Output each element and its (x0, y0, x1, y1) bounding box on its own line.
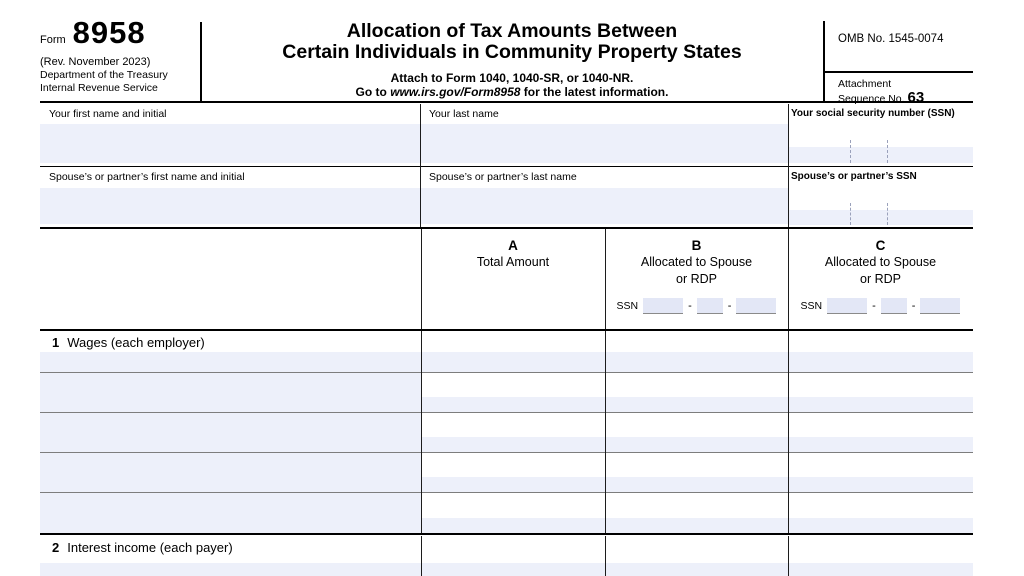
line-1-number: 1 (52, 335, 60, 350)
column-b-letter: B (691, 238, 702, 253)
line1-desc-input-1[interactable] (40, 373, 421, 412)
your-last-name-label: Your last name (429, 107, 499, 120)
column-c-title-line-2: or RDP (860, 272, 901, 286)
line1-a-input-4[interactable] (421, 518, 605, 533)
form-title-block (202, 21, 822, 100)
line1-c-input-3[interactable] (788, 477, 973, 492)
column-c-letter: C (875, 238, 886, 253)
column-c-ssn-part1-input[interactable] (827, 298, 867, 314)
line1-c-input-1[interactable] (788, 397, 973, 412)
column-divider (788, 229, 789, 329)
line-2-label: Interest income (each payer) (67, 539, 233, 555)
ssn-dash-separator (887, 140, 888, 163)
column-divider (421, 536, 422, 576)
line-2-interest-section (40, 536, 973, 576)
line1-c-input-4[interactable] (788, 518, 973, 533)
line1-b-input-3[interactable] (605, 477, 788, 492)
line-1-label: Wages (each employer) (67, 335, 205, 350)
ssn-dash-separator (850, 140, 851, 163)
line1-a-input-3[interactable] (421, 477, 605, 492)
column-divider (605, 229, 606, 329)
goto-suffix: for the latest information. (520, 85, 669, 99)
column-b-ssn-row (605, 298, 788, 314)
line1-b-input-2[interactable] (605, 437, 788, 452)
line1-desc-input-2[interactable] (40, 413, 421, 452)
your-ssn-label: Your social security number (SSN) (791, 107, 955, 119)
goto-prefix: Go to (355, 85, 391, 99)
line-2-label-row (52, 540, 233, 555)
column-divider (421, 229, 422, 329)
your-ssn-input[interactable] (789, 147, 973, 163)
line1-a-input-1[interactable] (421, 397, 605, 412)
attachment-sequence-block (838, 78, 924, 106)
sequence-number: 63 (907, 89, 925, 106)
omb-divider (825, 71, 973, 73)
spouse-last-name-label: Spouse’s or partner’s last name (429, 170, 577, 183)
column-b-ssn-part1-input[interactable] (643, 298, 683, 314)
agency-line-2: Internal Revenue Service (40, 82, 158, 94)
row-divider (40, 452, 973, 453)
allocation-column-headers (40, 229, 973, 331)
goto-instruction (202, 85, 822, 100)
ssn-hyphen: - (911, 300, 916, 312)
spouse-ssn-label: Spouse’s or partner’s SSN (791, 170, 917, 182)
row-divider (40, 372, 973, 373)
line1-c-input-2[interactable] (788, 437, 973, 452)
line-1-wages-section (40, 331, 973, 535)
irs-url[interactable]: www.irs.gov/Form8958 (390, 85, 521, 99)
line1-desc-input-4[interactable] (40, 493, 421, 533)
column-b-header (605, 229, 788, 329)
line2-c-input-0[interactable] (788, 563, 973, 576)
your-first-name-label: Your first name and initial (49, 107, 167, 120)
line1-c-input-0[interactable] (788, 352, 973, 372)
column-c-header (788, 229, 973, 329)
line1-b-input-4[interactable] (605, 518, 788, 533)
line2-a-input-0[interactable] (421, 563, 605, 576)
your-first-name-input[interactable] (40, 124, 420, 163)
ssn-hyphen: - (688, 300, 692, 312)
form-header (40, 8, 973, 106)
form-word: Form (40, 34, 66, 46)
spouse-first-name-input[interactable] (40, 188, 420, 224)
column-b-ssn-part3-input[interactable] (736, 298, 776, 314)
row-divider (40, 412, 973, 413)
column-b-title-line-2: or RDP (676, 272, 717, 286)
column-a-letter: A (508, 238, 518, 253)
line1-a-input-2[interactable] (421, 437, 605, 452)
column-divider (605, 536, 606, 576)
line-2-number: 2 (52, 539, 60, 555)
form-number: 8958 (72, 15, 146, 50)
line1-desc-input-0[interactable] (40, 352, 421, 372)
column-b-ssn-label: SSN (616, 300, 639, 312)
column-divider (420, 104, 421, 227)
your-last-name-input[interactable] (421, 124, 788, 163)
sequence-label: Sequence No. (838, 93, 905, 105)
omb-block (825, 21, 973, 106)
column-divider (788, 536, 789, 576)
ssn-dash-separator (850, 203, 851, 225)
ssn-hyphen: - (727, 300, 732, 312)
attach-instruction: Attach to Form 1040, 1040-SR, or 1040-NR. (390, 71, 634, 85)
column-c-ssn-part2-input[interactable] (881, 298, 907, 314)
line1-b-input-1[interactable] (605, 397, 788, 412)
line1-b-input-0[interactable] (605, 352, 788, 372)
line2-b-input-0[interactable] (605, 563, 788, 576)
row-divider (40, 166, 973, 167)
ssn-hyphen: - (872, 300, 876, 312)
column-divider (788, 331, 789, 533)
spouse-ssn-input[interactable] (789, 210, 973, 225)
column-c-ssn-row (788, 298, 973, 314)
column-a-header (421, 229, 605, 329)
column-b-title-line-1: Allocated to Spouse (640, 255, 753, 269)
line1-desc-input-3[interactable] (40, 453, 421, 492)
ssn-dash-separator (887, 203, 888, 225)
omb-number: OMB No. 1545-0074 (838, 33, 944, 45)
line1-a-input-0[interactable] (421, 352, 605, 372)
form-number-line (40, 15, 198, 55)
column-divider (605, 331, 606, 533)
form-title-line-1: Allocation of Tax Amounts Between (346, 20, 678, 42)
column-b-ssn-part2-input[interactable] (697, 298, 723, 314)
spouse-last-name-input[interactable] (421, 188, 788, 224)
spouse-first-name-label: Spouse’s or partner’s first name and initial (49, 170, 245, 183)
line2-desc-input-0[interactable] (40, 563, 421, 576)
row-divider (40, 492, 973, 493)
column-a-title: Total Amount (476, 255, 550, 269)
attachment-label: Attachment (838, 78, 892, 90)
column-divider (788, 104, 789, 227)
column-c-ssn-label: SSN (800, 300, 823, 312)
line-1-label-row (52, 335, 205, 350)
form-revision: (Rev. November 2023) (40, 56, 151, 68)
agency-line-1: Department of the Treasury (40, 69, 168, 81)
form-title-line-2: Certain Individuals in Community Property States (282, 41, 742, 63)
taxpayer-info-section (40, 104, 973, 229)
column-divider (421, 331, 422, 533)
column-c-ssn-part3-input[interactable] (920, 298, 960, 314)
form-id-block (40, 15, 198, 95)
column-c-title-line-1: Allocated to Spouse (824, 255, 937, 269)
